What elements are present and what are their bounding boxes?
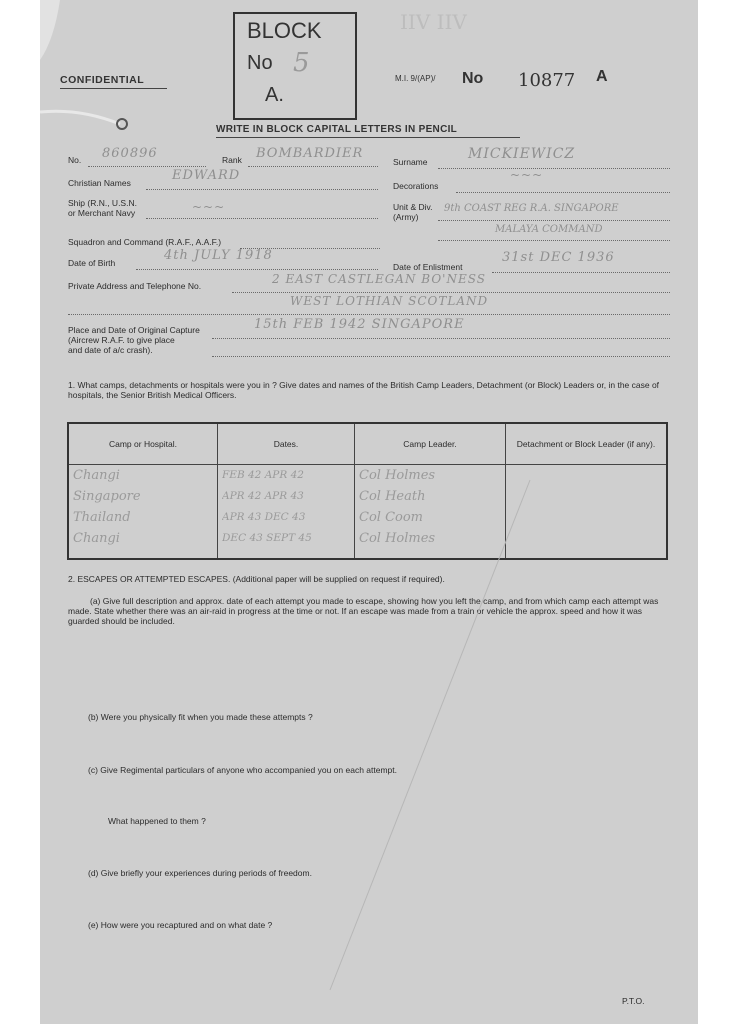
camp-cell: Thailand bbox=[73, 510, 131, 525]
surname-value: MICKIEWICZ bbox=[468, 146, 576, 162]
unit-label: Unit & Div. bbox=[393, 202, 433, 212]
decorations-label: Decorations bbox=[393, 181, 439, 191]
escapes-question-e: (e) How were you recaptured and on what date ? bbox=[88, 920, 273, 930]
block-letter: A. bbox=[265, 84, 284, 106]
christian-names-value: EDWARD bbox=[172, 168, 241, 183]
block-number: 5 bbox=[293, 48, 311, 78]
unit-value: 9th COAST REG R.A. SINGAPORE bbox=[444, 203, 619, 214]
escapes-question-d: (d) Give briefly your experiences during periods of freedom. bbox=[88, 868, 312, 878]
address-value-2: WEST LOTHIAN SCOTLAND bbox=[290, 294, 489, 308]
escapes-heading: 2. ESCAPES OR ATTEMPTED ESCAPES. (Additional paper will be supplied on request if required). bbox=[68, 574, 445, 584]
rank-value: BOMBARDIER bbox=[256, 146, 364, 161]
dates-cell: DEC 43 SEPT 45 bbox=[222, 532, 312, 544]
leader-cell: Col Heath bbox=[359, 489, 426, 504]
escapes-question-c2: What happened to them ? bbox=[108, 816, 206, 826]
leader-cell: Col Coom bbox=[359, 510, 423, 525]
block-label: BLOCK bbox=[247, 18, 322, 43]
surname-label: Surname bbox=[393, 157, 428, 167]
ship-value: ~~~ bbox=[192, 200, 226, 214]
serial-suffix: A bbox=[596, 68, 608, 85]
no-value: 860896 bbox=[102, 146, 158, 161]
date-of-birth-value: 4th JULY 1918 bbox=[164, 248, 273, 263]
capture-label-2: (Aircrew R.A.F. to give place bbox=[68, 335, 175, 345]
camp-cell: Singapore bbox=[73, 489, 141, 504]
escapes-question-a: (a) Give full description and approx. date of each attempt you made to escape, showing how you left the camp, and from which camp each attempt was made. State whether there was an air-raid in progress at the time or not. If an escape was made from a train or vehicle the approx. speed and how it was guarded should be included. bbox=[68, 596, 659, 626]
camps-header-leader: Camp Leader. bbox=[355, 423, 506, 465]
serial-number: 10877 bbox=[518, 70, 576, 91]
enlistment-value: 31st DEC 1936 bbox=[502, 250, 615, 265]
squadron-label: Squadron and Command (R.A.F., A.A.F.) bbox=[68, 237, 222, 247]
capture-value: 15th FEB 1942 SINGAPORE bbox=[254, 317, 465, 332]
ship-label: Ship (R.N., U.S.N. bbox=[68, 198, 137, 208]
camp-cell: Changi bbox=[73, 531, 120, 546]
rank-label: Rank bbox=[222, 155, 242, 165]
unit-value-2: MALAYA COMMAND bbox=[495, 224, 603, 235]
instruction-heading: WRITE IN BLOCK CAPITAL LETTERS IN PENCIL bbox=[216, 124, 458, 135]
no-label: No. bbox=[68, 155, 82, 165]
pencil-marks: IIV IIV bbox=[400, 10, 467, 34]
address-label: Private Address and Telephone No. bbox=[68, 281, 202, 291]
camp-cell: Changi bbox=[73, 468, 120, 483]
leader-cell: Col Holmes bbox=[359, 531, 436, 546]
capture-label: Place and Date of Original Capture bbox=[68, 325, 200, 335]
form-sheet bbox=[40, 0, 698, 1024]
leader-cell: Col Holmes bbox=[359, 468, 436, 483]
camps-header-dates: Dates. bbox=[218, 423, 355, 465]
dates-cell: APR 42 APR 43 bbox=[222, 490, 304, 502]
pto-label: P.T.O. bbox=[622, 996, 645, 1006]
camps-header-camp: Camp or Hospital. bbox=[68, 423, 218, 465]
christian-names-label: Christian Names bbox=[68, 178, 131, 188]
dates-cell: FEB 42 APR 42 bbox=[222, 469, 304, 481]
escapes-question-b: (b) Were you physically fit when you made these attempts ? bbox=[88, 712, 313, 722]
address-value-1: 2 EAST CASTLEGAN BO'NESS bbox=[272, 272, 486, 286]
capture-label-3: and date of a/c crash). bbox=[68, 345, 153, 355]
enlistment-label: Date of Enlistment bbox=[393, 262, 463, 272]
number-sign: No bbox=[462, 70, 484, 87]
reference-code: M.I. 9/(AP)/ bbox=[395, 74, 436, 83]
escapes-question-c: (c) Give Regimental particulars of anyone who accompanied you on each attempt. bbox=[88, 765, 397, 775]
block-no-label: No bbox=[247, 52, 273, 74]
date-of-birth-label: Date of Birth bbox=[68, 258, 116, 268]
confidential-label: CONFIDENTIAL bbox=[60, 74, 145, 86]
decorations-value: ~~~ bbox=[510, 168, 544, 182]
camps-header-detachment: Detachment or Block Leader (if any). bbox=[506, 423, 668, 465]
ship-label-2: or Merchant Navy bbox=[68, 208, 136, 218]
camps-question: 1. What camps, detachments or hospitals were you in ? Give dates and names of the British Camp Leaders, Detachment (or Block) Leaders or, in the case of hospitals, the Senior British Medical Officers. bbox=[68, 380, 660, 400]
pencil-stroke bbox=[40, 0, 698, 1024]
dates-cell: APR 43 DEC 43 bbox=[222, 511, 306, 523]
unit-label-2: (Army) bbox=[393, 212, 419, 222]
